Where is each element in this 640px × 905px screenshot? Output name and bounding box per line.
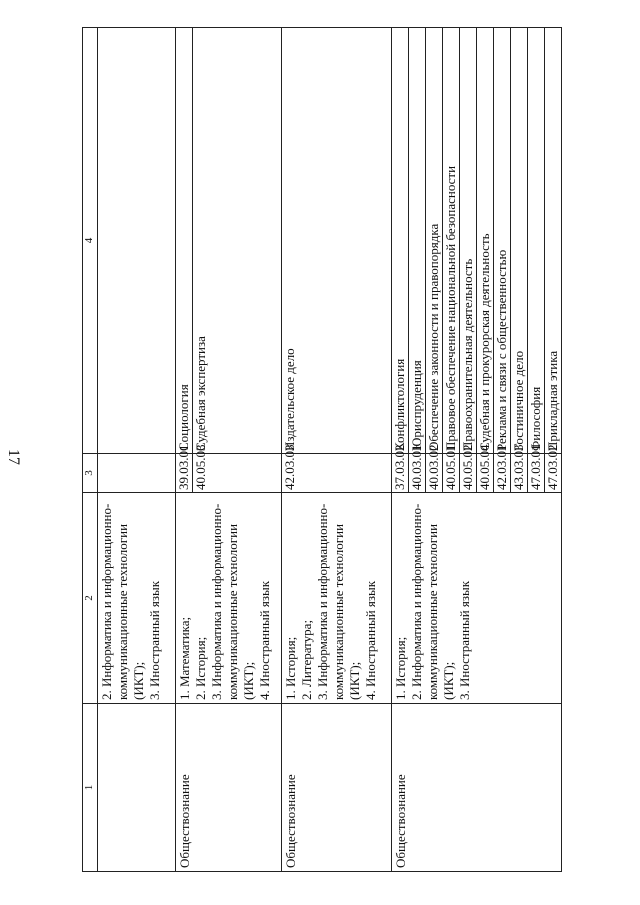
program-name: Издательское дело (282, 28, 392, 454)
subject-cell (98, 704, 176, 872)
exam-line: 1. Математика; (177, 616, 192, 700)
exam-line: коммуникационные технологии (331, 523, 346, 700)
program-code: 47.03.02 (545, 454, 562, 493)
header-row (83, 28, 98, 872)
exam-line: (ИКТ); (241, 661, 256, 700)
program-code: 40.03.02 (426, 454, 443, 493)
program-name: Гостиничное дело (511, 28, 528, 454)
admission-table (82, 27, 562, 872)
program-name: Социология (176, 28, 193, 454)
program-name: Юриспруденция (409, 28, 426, 454)
program-code: 40.03.01 (409, 454, 426, 493)
exam-line: 3. Информатика и информационно- (315, 503, 330, 700)
program-code: 39.03.01 (176, 454, 193, 493)
table-row (98, 28, 176, 872)
program-code: 40.05.03 (193, 454, 282, 493)
header-cell: 4 (83, 28, 98, 454)
exam-line: (ИКТ); (441, 661, 456, 700)
exam-line: 3. Иностранный язык (147, 580, 162, 700)
program-code: 42.03.03 (282, 454, 392, 493)
header-cell: 1 (83, 704, 98, 872)
program-name: Обеспечение законности и правопорядка (426, 28, 443, 454)
exam-line: 1. История; (283, 636, 298, 700)
exam-line: коммуникационные технологии (115, 523, 130, 700)
program-name: Правовое обеспечение национальной безопасности (443, 28, 460, 454)
header-cell: 2 (83, 493, 98, 704)
program-code: 40.05.02 (460, 454, 477, 493)
exam-line: 2. История; (193, 636, 208, 700)
program-name: Судебная и прокурорская деятельность (477, 28, 494, 454)
program-name: Прикладная этика (545, 28, 562, 454)
exams-cell (176, 493, 282, 704)
exam-line: 3. Информатика и информационно- (209, 503, 224, 700)
program-name: Конфликтология (392, 28, 409, 454)
exams-cell (392, 493, 562, 704)
table-row (392, 28, 409, 872)
exam-line: (ИКТ); (131, 661, 146, 700)
subject-cell: Обществознание (282, 704, 392, 872)
program-code (98, 454, 176, 493)
exam-line: коммуникационные технологии (225, 523, 240, 700)
exam-line: 2. Информатика и информационно- (409, 503, 424, 700)
program-code: 40.05.04 (477, 454, 494, 493)
rotated-table-container (82, 28, 560, 872)
table-row (176, 28, 193, 872)
program-code: 40.05.01 (443, 454, 460, 493)
table-body (98, 28, 562, 872)
program-code: 42.03.01 (494, 454, 511, 493)
program-name: Правоохранительная деятельность (460, 28, 477, 454)
program-code: 43.03.03 (511, 454, 528, 493)
program-code: 37.03.02 (392, 454, 409, 493)
program-name (98, 28, 176, 454)
program-name: Судебная экспертиза (193, 28, 282, 454)
exam-line: коммуникационные технологии (425, 523, 440, 700)
page-number: 17 (5, 449, 22, 465)
subject-cell: Обществознание (392, 704, 562, 872)
exam-line: 4. Иностранный язык (257, 580, 272, 700)
exam-line: 3. Иностранный язык (457, 580, 472, 700)
header-cell: 3 (83, 454, 98, 493)
program-name: Философия (528, 28, 545, 454)
subject-cell: Обществознание (176, 704, 282, 872)
program-name: Реклама и связи с общественностью (494, 28, 511, 454)
exam-line: (ИКТ); (347, 661, 362, 700)
exam-line: 1. История; (393, 636, 408, 700)
exams-cell (98, 493, 176, 704)
exam-line: 4. Иностранный язык (363, 580, 378, 700)
exam-line: 2. Информатика и информационно- (99, 503, 114, 700)
exam-line: 2. Литература; (299, 619, 314, 700)
table-row (282, 28, 392, 872)
exams-cell (282, 493, 392, 704)
program-code: 47.03.01 (528, 454, 545, 493)
